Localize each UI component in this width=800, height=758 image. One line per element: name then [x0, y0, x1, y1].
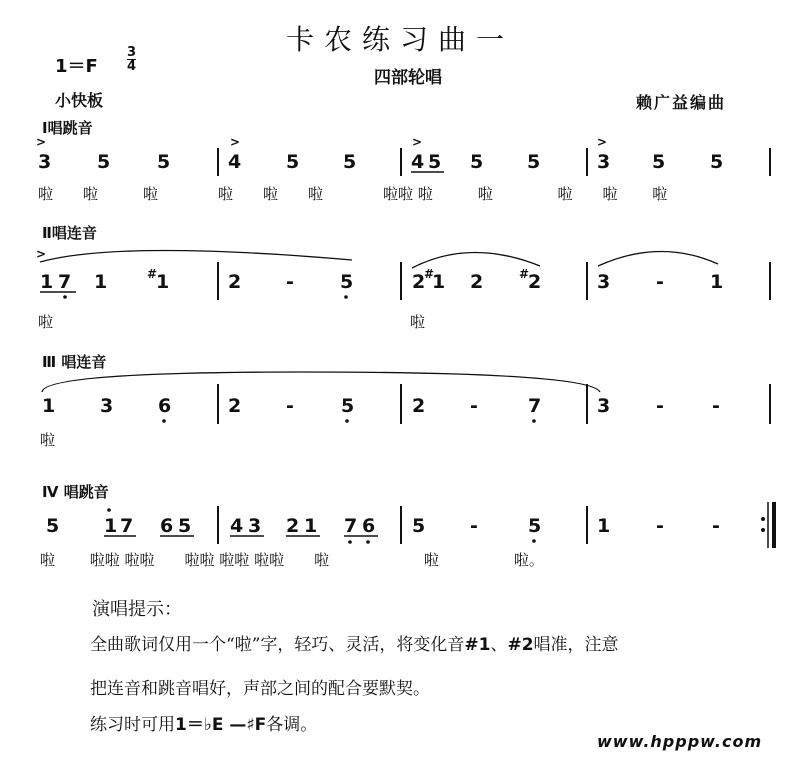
svg-text:5: 5	[97, 151, 111, 173]
svg-text:6: 6	[160, 515, 174, 537]
svg-text:>: >	[36, 135, 47, 149]
svg-text:7: 7	[528, 395, 542, 417]
svg-text:7: 7	[344, 515, 358, 537]
tips-sharp-2: #2	[507, 635, 534, 655]
svg-text:-: -	[470, 395, 478, 417]
svg-text:3: 3	[38, 151, 52, 173]
svg-text:1: 1	[42, 395, 56, 417]
svg-text:5: 5	[428, 151, 442, 173]
svg-text:5: 5	[528, 515, 542, 537]
svg-text:3: 3	[597, 395, 611, 417]
svg-text:1: 1	[304, 515, 318, 537]
svg-text:7: 7	[58, 271, 72, 293]
svg-text:2: 2	[528, 271, 542, 293]
tips-line-1-e: 唱准，注意	[533, 635, 619, 655]
website-watermark: www.hpppw.com	[597, 732, 763, 751]
tips-sharp-1: #1	[464, 635, 491, 655]
svg-text:>: >	[36, 247, 47, 261]
svg-text:4: 4	[230, 515, 244, 537]
svg-text:-: -	[656, 515, 664, 537]
svg-text:1: 1	[104, 515, 118, 537]
voice-2-lyrics-1: 啦	[38, 313, 54, 331]
svg-text:>: >	[597, 135, 608, 149]
svg-text:-: -	[286, 395, 294, 417]
svg-text:1: 1	[432, 271, 446, 293]
svg-text:2: 2	[228, 271, 242, 293]
svg-text:1: 1	[94, 271, 108, 293]
score-title: 卡农练习曲一	[285, 23, 514, 56]
tips-line-2: 把连音和跳音唱好，声部之间的配合要默契。	[90, 679, 430, 699]
tips-line-1	[90, 630, 619, 655]
svg-text:5: 5	[343, 151, 357, 173]
svg-text:5: 5	[340, 271, 354, 293]
tips-line-3-a: 练习时可用	[90, 715, 175, 735]
svg-text:2: 2	[412, 395, 426, 417]
svg-text:3: 3	[100, 395, 114, 417]
svg-text:6: 6	[158, 395, 172, 417]
svg-text:-: -	[656, 395, 664, 417]
svg-text:2: 2	[412, 271, 426, 293]
svg-text:5: 5	[157, 151, 171, 173]
svg-text:6: 6	[362, 515, 376, 537]
voice-3-staff	[42, 372, 770, 424]
tips-line-3	[90, 710, 317, 735]
voice-4-label: Ⅳ 唱跳音	[42, 483, 109, 501]
svg-text:5: 5	[412, 515, 426, 537]
svg-text:>: >	[412, 135, 423, 149]
score-subtitle: 四部轮唱	[374, 68, 442, 88]
svg-text:2: 2	[228, 395, 242, 417]
svg-text:5: 5	[46, 515, 60, 537]
svg-text:3: 3	[597, 271, 611, 293]
voice-1-staff	[36, 135, 770, 176]
voice-1-label: Ⅰ唱跳音	[42, 119, 93, 137]
svg-text:5: 5	[286, 151, 300, 173]
voice-1-lyrics: 啦 啦 啦 啦 啦 啦 啦啦 啦 啦 啦 啦 啦	[38, 185, 668, 203]
svg-text:7: 7	[120, 515, 134, 537]
voice-3-label: Ⅲ 唱连音	[42, 353, 107, 371]
svg-text:5: 5	[178, 515, 192, 537]
svg-text:#: #	[424, 267, 435, 281]
svg-text:1: 1	[40, 271, 54, 293]
svg-text:5: 5	[341, 395, 355, 417]
svg-text:-: -	[712, 515, 720, 537]
key-text: 1＝F	[55, 56, 98, 77]
voice-3-lyrics: 啦	[40, 431, 56, 449]
svg-text:5: 5	[652, 151, 666, 173]
svg-text:1: 1	[156, 271, 170, 293]
svg-text:2: 2	[470, 271, 484, 293]
svg-text:>: >	[230, 135, 241, 149]
voice-2-staff	[36, 247, 770, 300]
svg-text:5: 5	[470, 151, 484, 173]
svg-text:5: 5	[527, 151, 541, 173]
svg-text:3: 3	[597, 151, 611, 173]
svg-text:#: #	[519, 267, 530, 281]
composer: 赖广益编曲	[636, 93, 727, 112]
tips-heading: 演唱提示：	[92, 599, 182, 620]
svg-text:-: -	[712, 395, 720, 417]
svg-text:3: 3	[248, 515, 262, 537]
time-signature-bottom: 4	[127, 59, 137, 74]
tips-line-1-a: 全曲歌词仅用一个“啦”字，轻巧、灵活，将变化音	[90, 635, 465, 655]
tips-key-range: 1＝♭E —♯F	[175, 715, 267, 735]
voice-4-lyrics: 啦 啦啦 啦啦 啦啦 啦啦 啦啦 啦 啦 啦。	[40, 551, 544, 569]
svg-text:2: 2	[286, 515, 300, 537]
svg-text:4: 4	[228, 151, 242, 173]
svg-text:-: -	[470, 515, 478, 537]
tips-line-1-c: 、	[490, 635, 508, 655]
svg-text:-: -	[656, 271, 664, 293]
voice-4-staff	[46, 502, 774, 548]
voice-2-lyrics-2: 啦	[410, 313, 426, 331]
svg-text:1: 1	[597, 515, 611, 537]
tempo-marking: 小快板	[55, 91, 104, 110]
tips-line-3-c: 各调。	[266, 715, 318, 735]
time-signature-top: 3	[127, 45, 137, 60]
svg-text:5: 5	[710, 151, 724, 173]
svg-text:#: #	[147, 267, 158, 281]
svg-text:4: 4	[411, 151, 425, 173]
voice-2-label: Ⅱ唱连音	[42, 224, 97, 242]
svg-text:-: -	[286, 271, 294, 293]
svg-text:1: 1	[710, 271, 724, 293]
